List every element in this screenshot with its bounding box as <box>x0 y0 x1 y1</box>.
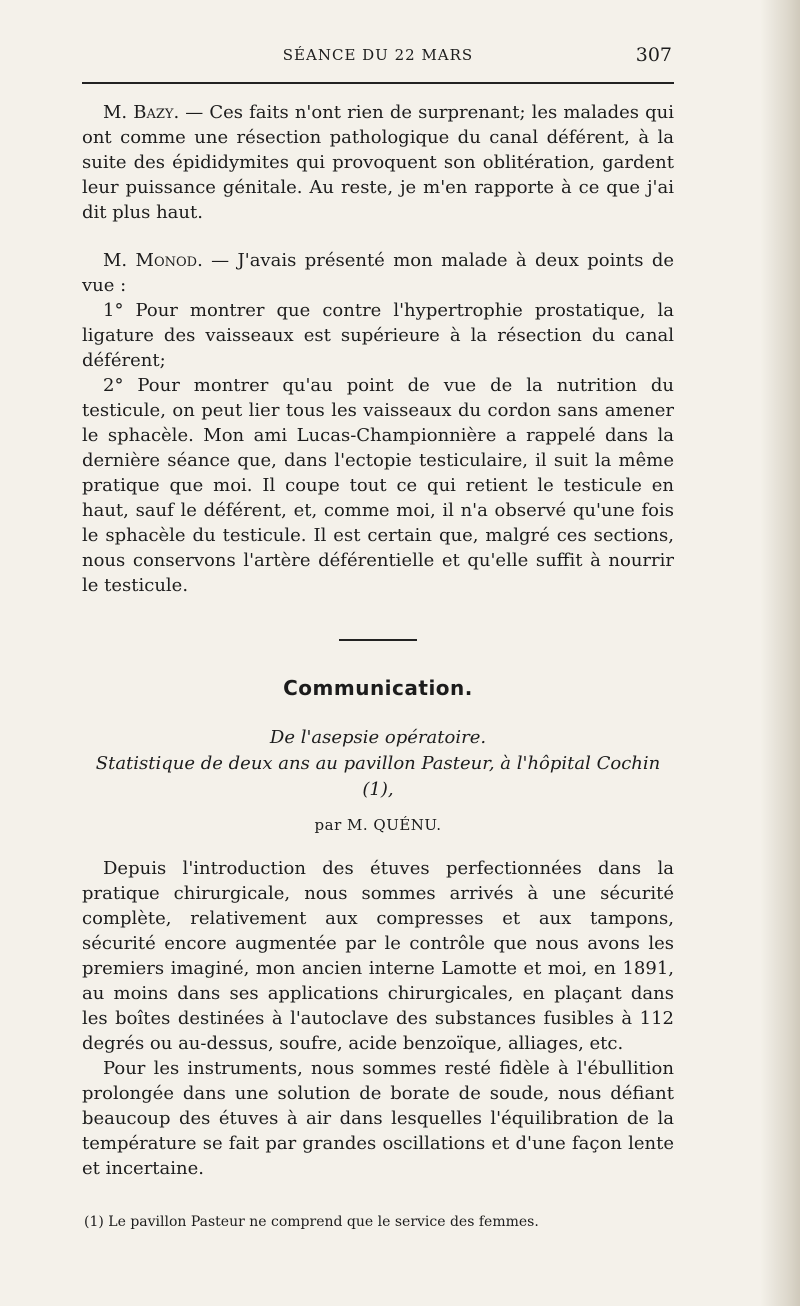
bazy-paragraph <box>82 100 674 225</box>
article-byline: par M. QUÉNU. <box>314 816 442 834</box>
article-title: De l'asepsie opératoire. <box>269 727 487 748</box>
section-divider <box>339 639 417 641</box>
article-paragraph-1: Depuis l'introduction des étuves perfectionnées dans la pratique chirurgicale, nous sommes arrivés à une sécurité complète, relativement aux compresses et aux tampons, sécurité encore augmentée par le contrôle que nous avons les premiers imaginé, mon ancien interne Lamotte et moi, en 1891, au moins dans ses applications chirurgicales, en plaçant dans les boîtes destinées à l'autoclave des substances fusibles à 112 degrés ou au-dessus, soufre, acide benzoïque, alliages, etc. <box>82 858 674 1054</box>
page-body <box>82 100 674 1235</box>
page-number: 307 <box>635 44 672 66</box>
article-subtitle: Statistique de deux ans au pavillon Pasteur, à l'hôpital Cochin (1), <box>95 753 661 800</box>
header-rule <box>82 82 674 84</box>
page-header <box>82 46 674 72</box>
monod-paragraph <box>82 248 674 298</box>
speaker-monod: M. Monod. <box>103 250 203 271</box>
footnote: (1) Le pavillon Pasteur ne comprend que le service des femmes. <box>84 1214 539 1230</box>
running-title: SÉANCE DU 22 MARS <box>282 46 474 64</box>
speaker-bazy: M. Bazy. <box>103 102 180 123</box>
page-edge-shading <box>760 0 800 1306</box>
article-paragraph-2: Pour les instruments, nous sommes resté fidèle à l'ébullition prolongée dans une solution de borate de soude, nous défiant beaucoup des étuves à air dans lesquelles l'équilibration de la température se fait par grandes oscillations et d'une façon lente et incertaine. <box>82 1058 674 1179</box>
monod-point-1: 1° Pour montrer que contre l'hypertrophie prostatique, la ligature des vaisseaux est supérieure à la résection du canal déférent; <box>82 300 674 371</box>
monod-point-2: 2° Pour montrer qu'au point de vue de la nutrition du testicule, on peut lier tous les vaisseaux du cordon sans amener le sphacèle. Mon ami Lucas-Championnière a rappelé dans la dernière séance que, dans l'ectopie testiculaire, il suit la même pratique que moi. Il coupe tout ce qui retient le testicule en haut, sauf le déférent, et, comme moi, il n'a observé qu'une fois le sphacèle du testicule. Il est certain que, malgré ces sections, nous conservons l'artère déférentielle et qu'elle suffit à nourrir le testicule. <box>82 375 674 596</box>
communication-heading: Communication. <box>283 676 473 700</box>
monod-text: — J'avais présenté mon malade à deux points de vue : <box>82 250 675 296</box>
bazy-text: — Ces faits n'ont rien de surprenant; les malades qui ont comme une résection pathologique du canal déférent, à la suite des épididymites qui provoquent son oblitération, gardent leur puissance génitale. Au reste, je m'en rapporte à ce que j'ai dit plus haut. <box>82 102 675 223</box>
